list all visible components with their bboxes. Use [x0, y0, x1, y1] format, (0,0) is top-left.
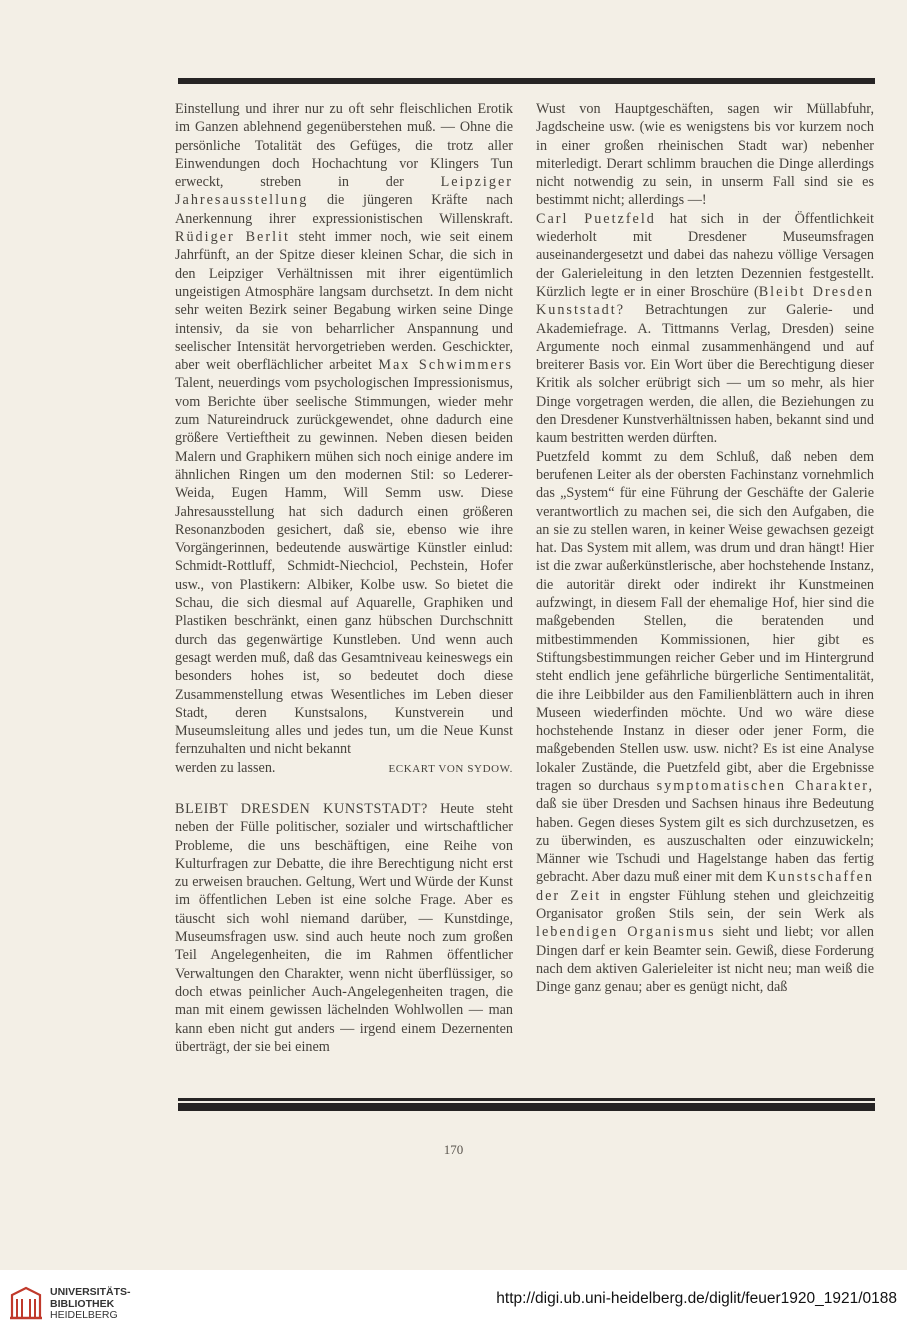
bottom-rule-thick: [178, 1103, 875, 1111]
section-heading: BLEIBT DRESDEN KUNSTSTADT?: [175, 800, 428, 817]
spaced-text: symptomatischen Charakter,: [656, 777, 874, 794]
spaced-text: Leipziger Jahresausstellung: [175, 174, 513, 209]
bottom-rule-thin: [178, 1098, 875, 1101]
text-run: steht immer noch, wie seit einem Jahrfünft, an der Spitze dieser kleinen Schar, die sich in den Leipziger Verhältnissen mit ihrer eigentümlich ungeistigen Atmosphäre langsam durchsetzt. In dem nicht sehr weiten Bezirk seiner Begabung wirken seine Dinge intensiv, da sie von beharrlicher Anspannung und seelischer Intensität hervorgetrieben werden. Geschickter, aber weit oberflächlicher arbeitet: [175, 229, 514, 374]
author-signature: ECKART VON SYDOW.: [388, 762, 513, 775]
footer-bar: [0, 1270, 907, 1337]
library-name-line-3: HEIDELBERG: [50, 1309, 118, 1321]
source-url-link[interactable]: http://digi.ub.uni-heidelberg.de/diglit/feuer1920_1921/0188: [496, 1290, 897, 1307]
text-run: werden zu lassen.: [175, 759, 276, 776]
text-run: Talent, neuerdings vom psychologischen Impressionismus, vom Berichte über seelische Stimmungen, wieder mehr zum Natureindruck zurückgewendet, ohne dadurch eine größere Vertieftheit zu gewinnen. Neben diesen beiden Malern und Graphikern mühen sich noch einige andere im ähnlichen Ringen um den modernen Stil: so Lederer-Weida, Eugen Hamm, Will Semm usw. Diese Jahresausstellung hat sich dadurch einen größeren Resonanzboden gesichert, daß sie, ebenso wie ihre Vorgängerinnen, bedeutende auswärtige Künstler einlud: Schmidt-Rottluff, Schmidt-Niechciol, Pechstein, Hofer usw., von Plastikern: Albiker, Kolbe usw. So bietet die Schau, die sich diesmal auf Aquarelle, Graphiken und Plastiken beschränkt, einen ganz hübschen Durchschnitt durch das gegenwärtige Kunstleben. Und wenn auch gesagt werden muß, daß das Gesamtniveau keineswegs ein besonders hohes ist, so bedeutet doch diese Zusammenstellung etwas Wesentliches im Leben dieser Stadt, deren Kunstsalons, Kunstverein und Museumsleitung alles und jedes tun, um die Neue Kunst fernzuhalten und nicht bekannt: [175, 375, 513, 758]
text-run: Betrachtungen zur Galerie- und Akademiefrage. A. Tittmanns Verlag, Dresden) seine Argumente noch einmal zusammenhängend und auf breiterer Basis vor. Ein Wort über die Berechtigung dieser Kritik als solcher erübrigt sich — um so mehr, als hier Dinge vorgetragen werden, die allen, die Beziehungen zu den Dresdener Kunstverhältnissen haben, bekannt sind und kaum bestritten werden dürften.: [536, 302, 874, 447]
right-paragraph-3: [536, 448, 874, 997]
left-paragraph-1: [175, 100, 513, 759]
text-run: hat sich in der Öffentlichkeit wiederholt mit Dresdener Museumsfragen auseinandergesetzt und dabei das nahezu völlige Versagen der Galerieleitung in den letzten Dezennien festgestellt. Kürzlich legte er in einer Broschüre (: [536, 210, 874, 300]
right-paragraph-1: Wust von Hauptgeschäften, sagen wir Müllabfuhr, Jagdscheine usw. (wie es wenigstens bis vor kurzem noch in einer großen rheinischen Stadt war) nebenher miterledigt. Derart schlimm brauchen die Dinge allerdings nicht notwendig zu sein, in unserm Fall sind sie es bestimmt nicht; allerdings —!: [536, 101, 874, 209]
text-run: in engster Fühlung stehen und gleichzeitig Organisator großen Stils sein, der sein Werk als: [536, 887, 875, 923]
right-column: [536, 100, 874, 997]
spaced-text: lebendigen Organismus: [536, 924, 716, 941]
spaced-name: Carl Puetzfeld: [536, 210, 656, 227]
signature-line: [175, 759, 513, 778]
spaced-name: Max Schwimmers: [378, 357, 514, 374]
text-run: die jüngeren Kräfte nach Anerkennung ihrer expressionistischen Willenskraft.: [175, 192, 514, 227]
text-run: Puetzfeld kommt zu dem Schluß, daß neben dem berufenen Leiter als der obersten Fachinstanz vornehmlich das „System“ für eine Führung der Geschäfte der Galerie verantwortlich zu machen sei, die sich den Aufgaben, die an sie zu stellen waren, in keiner Weise gewachsen gezeigt hat. Das System mit allem, was drum und dran hängt! Hier ist die zwar außerkünstlerische, aber hochstehende Instanz, die autoritär direkt oder indirekt ihr Kunstmeinen aufzwingt, in diesem Fall der ehemalige Hof, hier sind die maßgebenden Stellen, die beratenden und mitbestimmenden Kommissionen, hier gibt es Stiftungsbestimmungen reicher Geber und im Hintergrund steht endlich jene gefährliche bürgerliche Sentimentalität, die ihre Leibbilder aus den Familienblättern auch in ihren Museen wiederfinden möchte. Und wo wäre diese hochstehende Instanz in dieser oder jener Form, die maßgebenden Stellen usw. usw. nicht? Es ist eine Analyse lokaler Zustände, die Puetzfeld gibt, aber die Ergebnisse tragen so durchaus: [536, 448, 874, 794]
text-run: daß sie über Dresden und Sachsen hinaus ihre Bedeutung haben. Gegen dieses System gilt es sich durchzusetzen, es zu überwinden, es auszuschalten oder einzuwickeln; Männer wie Tschudi und Hagelstange haben das fertig gebracht. Aber dazu muß einer mit dem: [536, 796, 874, 886]
section-gap: [175, 778, 513, 800]
library-name-line-2: BIBLIOTHEK: [50, 1297, 115, 1310]
spaced-title: Bleibt Dresden Kunststadt?: [536, 283, 874, 319]
page-number: 170: [443, 1142, 464, 1157]
spaced-name: Rüdiger Berlit: [175, 229, 290, 246]
university-library-logo-icon[interactable]: [8, 1285, 44, 1321]
left-column: [175, 100, 513, 1056]
library-name[interactable]: [50, 1287, 131, 1322]
text-run: Einstellung und ihrer nur zu oft sehr fleischlichen Erotik im Ganzen ablehnend gegenüberstehen muß. — Ohne die persönliche Totalität des Gefüges, die trotz aller Einwendungen doch Hochachtung vor Klingers Tun erweckt, streben in der: [175, 101, 513, 191]
library-name-line-1: UNIVERSITÄTS-: [50, 1286, 131, 1298]
text-run: sieht und liebt; vor allen Dingen darf er kein Beamter sein. Gewiß, diese Forderung nach dem aktiven Galerieleiter ist nicht neu; man weiß die Dinge ganz genau; aber es genügt nicht, daß: [536, 924, 874, 996]
text-run: Heute steht neben der Fülle politischer, sozialer und wirtschaftlicher Probleme, die uns beschäftigen, eine Reihe von Kulturfragen zur Debatte, die ihre Berechtigung nicht erst zu erweisen brauchen. Geltung, Wert und Würde der Kunst im öffentlichen Leben ist eine solche Frage. Aber es täuscht sich wohl niemand darüber, — Kunstdinge, Museumsfragen usw. sind auch heute noch zum großen Teil Angelegenheiten, die im Rahmen öffentlicher Verwaltungen den Charakter, wenn nicht überflüssiger, so doch etwas peinlicher Auch-Angelegenheiten tragen, die man mit einem gewissen lächelnden Wohlwollen — man kann eben nicht gut anders — irgend einem Dezernenten überträgt, der sie bei einem: [175, 800, 513, 1055]
left-paragraph-2: [175, 800, 513, 1056]
spaced-text: Kunstschaffen der Zeit: [536, 869, 875, 904]
top-rule: [178, 78, 875, 84]
right-paragraph-2: [536, 210, 874, 448]
